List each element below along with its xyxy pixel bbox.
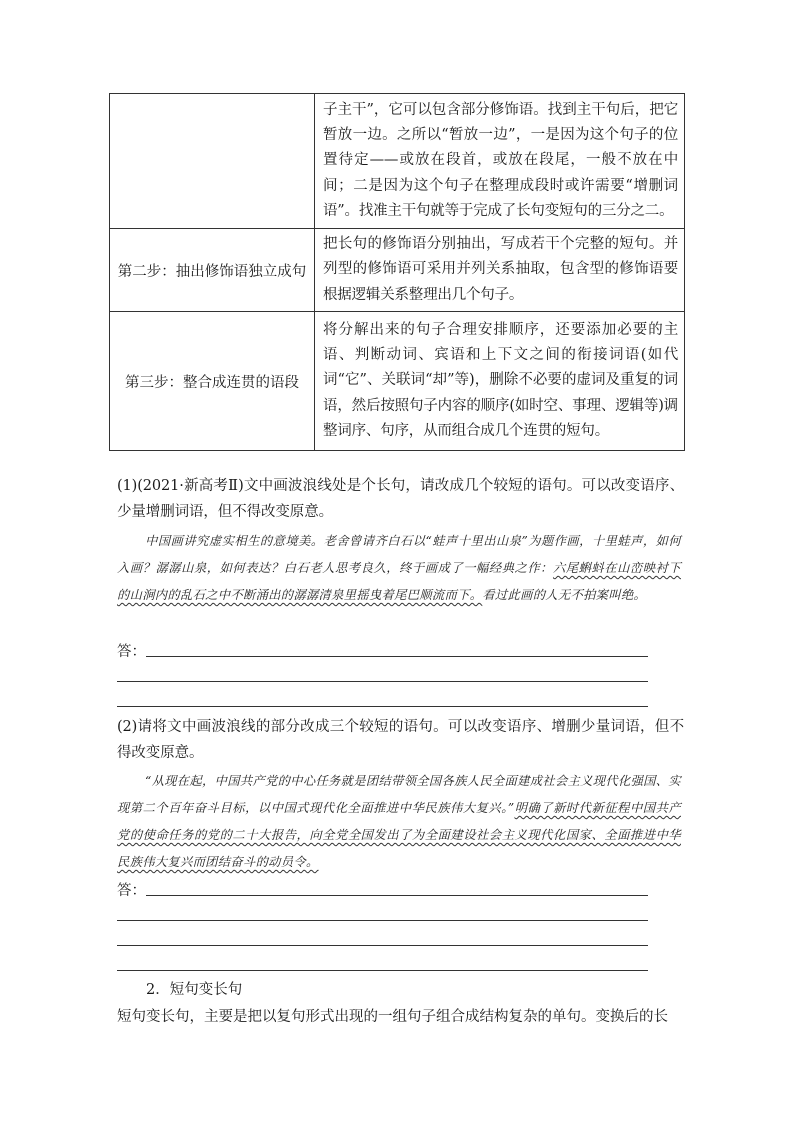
answer-line[interactable]	[146, 895, 648, 896]
answer-line[interactable]	[117, 706, 648, 707]
wavy-underlined-text: 六尾蝌蚪在山峦映衬下的山涧内的乱石之中不断涌出的潺潺清泉里摇曳着尾巴顺流而下。	[117, 561, 681, 602]
answer-line[interactable]	[146, 656, 648, 657]
step-desc-cell: 子主干”，它可以包含部分修饰语。找到主干句后，把它暂放一边。之所以“暂放一边”，一是因为这个句子的位置待定——或放在段首，或放在段尾，一般不放在中间；二是因为这个句子在整理成段时或许需要“增删词语”。找准主干句就等于完成了长句变短句的三分之二。	[315, 94, 685, 229]
passage-text: 看过此画的人无不拍案叫绝。	[482, 588, 647, 602]
table-row	[110, 312, 685, 451]
passage-text: 中国画讲究虚实相生的意境美。老舍曾请齐白石以“蛙声十里出山泉”为题作画，十里蛙声，如何入画？潺潺山泉，如何表达？白石老人思考良久，终于画成了一幅经典之作：	[117, 534, 681, 575]
step-desc-cell: 把长句的修饰语分别抽出，写成若干个完整的短句。并列型的修饰语可采用并列关系抽取，包含型的修饰语要根据逻辑关系整理出几个句子。	[315, 229, 685, 312]
passage-text: “从现在起，中国共产党的中心任务就是团结带领全国各族人民全面建成社会主义现代化强国、实现第二个百年奋斗目标，以中国式现代化全面推进中华民族伟大复兴。”	[117, 774, 681, 815]
steps-table	[109, 93, 685, 451]
question-2-passage	[117, 768, 681, 876]
answer-line[interactable]	[117, 970, 648, 971]
step-name-cell: 第二步：抽出修饰语独立成句	[110, 229, 315, 312]
answer-label: 答：	[117, 883, 146, 899]
question-2-prompt: (2)请将文中画波浪线的部分改成三个较短的语句。可以改变语序、增删少量词语，但不得改变原意。	[117, 719, 684, 761]
section-body: 短句变长句，主要是把以复句形式出现的一组句子组合成结构复杂的单句。变换后的长	[117, 1009, 668, 1025]
step-name-cell	[110, 94, 315, 229]
wavy-underlined-text: 明确了新时代新征程中国共产党的使命任务的党的二十大报告，向全党全国发出了为全面建设社会主义现代化国家、全面推进中华民族伟大复兴而团结奋斗的动员令。	[117, 801, 681, 869]
table-row	[110, 94, 685, 229]
question-1-prompt: (1)(2021·新高考Ⅱ)文中画波浪线处是个长句，请改成几个较短的语句。可以改变语序、少量增删词语，但不得改变原意。	[117, 478, 684, 520]
question-1-passage	[117, 528, 681, 609]
answer-label: 答：	[117, 644, 146, 660]
answer-line[interactable]	[117, 945, 648, 946]
table-row	[110, 229, 685, 312]
answer-line[interactable]	[117, 681, 648, 682]
step-name-cell: 第三步：整合成连贯的语段	[110, 312, 315, 451]
answer-line[interactable]	[117, 920, 648, 921]
step-desc-cell: 将分解出来的句子合理安排顺序，还要添加必要的主语、判断动词、宾语和上下文之间的衔接词语(如代词“它”、关联词“却”等)，删除不必要的虚词及重复的词语，然后按照句子内容的顺序(如时空、事理、逻辑等)调整词序、句序，从而组合成几个连贯的短句。	[315, 312, 685, 451]
section-heading: 2．短句变长句	[146, 982, 243, 998]
